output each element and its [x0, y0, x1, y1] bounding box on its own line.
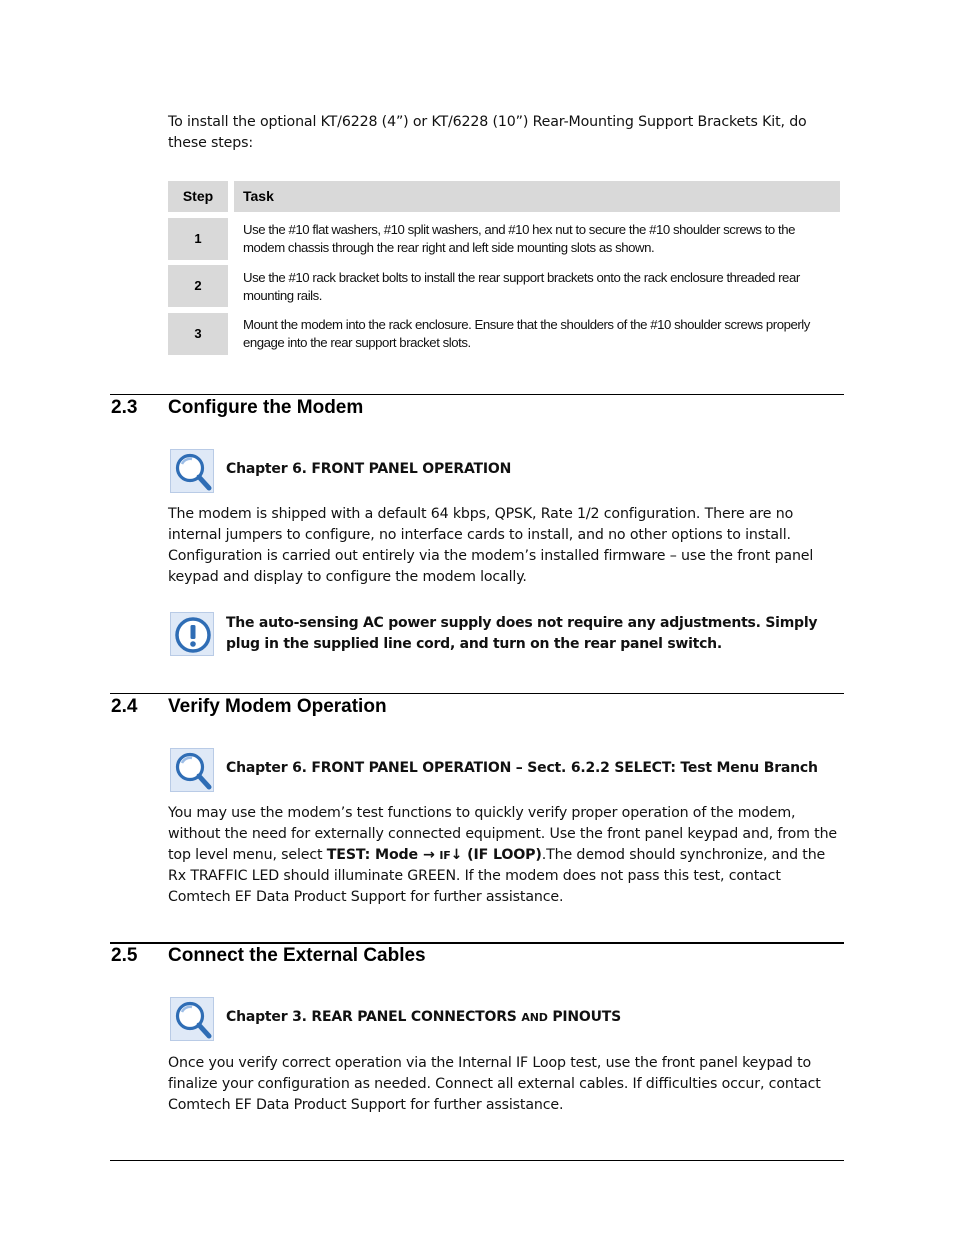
- reference-icon-box: [170, 997, 214, 1041]
- footer-divider: [110, 1160, 844, 1161]
- note-text: The auto-sensing AC power supply does not require any adjustments. Simply plug in the supplied line cord, and turn on the rear panel switch.: [226, 615, 818, 652]
- table-row-task: Use the #10 flat washers, #10 split washers, and #10 hex nut to secure the #10 shoulder screws to the modem chassis through the rear right and left side mounting slots as shown.: [243, 222, 795, 255]
- table-row-step: 3: [168, 313, 228, 355]
- section-body: The modem is shipped with a default 64 kbps, QPSK, Rate 1/2 configuration. There are no internal jumpers to configure, no interface cards to install, and no other options to install. Configuration is carried out entirely via the modem’s installed firmware – use the front panel keypad and display to configure the modem locally.: [168, 506, 814, 585]
- reference-icon-box: [170, 449, 214, 493]
- chapter-reference[interactable]: Chapter 6. FRONT PANEL OPERATION: [226, 461, 512, 477]
- table-header-task: Task: [234, 181, 840, 212]
- section-divider: [110, 693, 844, 694]
- section-title: Connect the External Cables: [168, 945, 426, 966]
- section-title: Verify Modem Operation: [168, 696, 387, 717]
- section-divider: [110, 394, 844, 395]
- section-divider: [110, 942, 844, 944]
- section-title: Configure the Modem: [168, 397, 364, 418]
- reference-icon-box: [170, 748, 214, 792]
- table-row-step: 2: [168, 265, 228, 307]
- exclamation-icon: [171, 613, 215, 657]
- table-header-step: Step: [168, 181, 228, 212]
- section-number: 2.4: [111, 696, 138, 717]
- table-row-task: Mount the modem into the rack enclosure. Ensure that the shoulders of the #10 shoulder screws properly engage into the rear support bracket slots.: [243, 317, 810, 350]
- magnifier-icon: [171, 998, 215, 1042]
- table-row-task: Use the #10 rack bracket bolts to install the rear support brackets onto the rack enclosure threaded rear mounting rails.: [243, 270, 800, 303]
- section-number: 2.3: [111, 397, 138, 418]
- section-number: 2.5: [111, 945, 138, 966]
- magnifier-icon: [171, 749, 215, 793]
- section-body: Once you verify correct operation via the Internal IF Loop test, use the front panel keypad to finalize your configuration as needed. Connect all external cables. If difficulties occur, contact Comtech EF Data Product Support for further assistance.: [168, 1055, 821, 1113]
- chapter-reference[interactable]: Chapter 6. FRONT PANEL OPERATION – Sect. 6.2.2 SELECT: Test Menu Branch: [226, 760, 818, 776]
- steps-table: [168, 181, 840, 355]
- note-icon-box: [170, 612, 214, 656]
- table-row-step: 1: [168, 218, 228, 260]
- section-body: You may use the modem’s test functions to quickly verify proper operation of the modem, without the need for externally connected equipment. Use the front panel keypad and, from the top level menu, select TEST: Mode → IF↓ (IF LOOP).The demod should synchronize, and the Rx TRAFFIC LED should illuminate GREEN. If the modem does not pass this test, contact Comtech EF Data Product Support for further assistance.: [168, 805, 838, 905]
- magnifier-icon: [171, 450, 215, 494]
- intro-paragraph: To install the optional KT/6228 (4”) or KT/6228 (10”) Rear-Mounting Support Brackets Kit, do these steps:: [168, 114, 807, 151]
- chapter-reference[interactable]: Chapter 3. REAR PANEL CONNECTORS AND PINOUTS: [226, 1009, 622, 1025]
